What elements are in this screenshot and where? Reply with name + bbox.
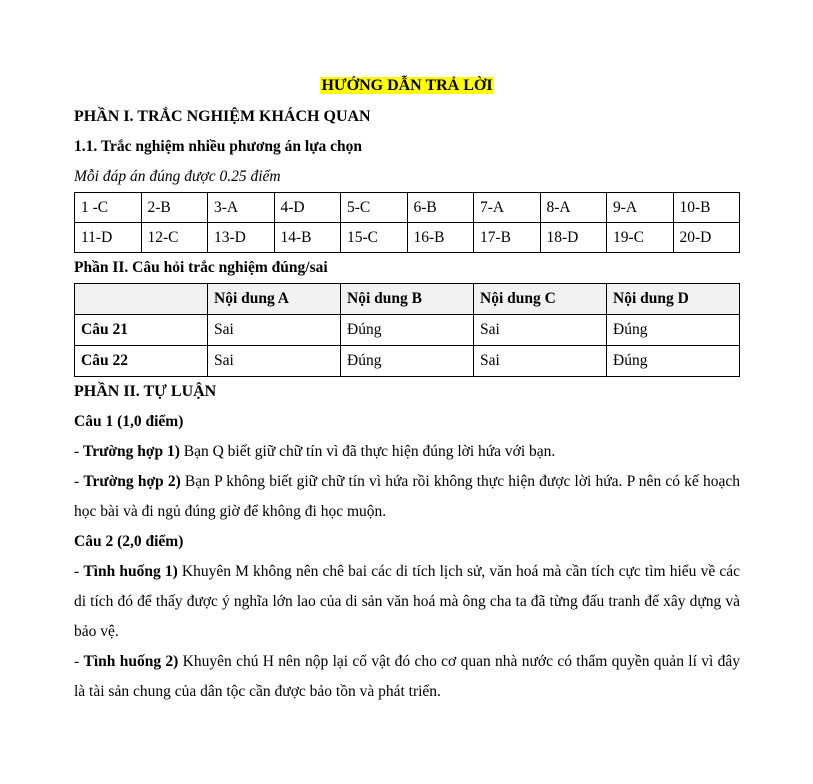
part3-heading: PHẦN II. TỰ LUẬN	[74, 383, 217, 400]
column-header	[75, 284, 208, 315]
table-cell: Sai	[208, 315, 341, 346]
situation-label: Tình huống 2)	[83, 653, 179, 670]
answer-cell: 12-C	[141, 223, 208, 253]
question-1-case-2: - Trường hợp 2) Bạn P không biết giữ chữ tín vì hứa rồi không thực hiện được lời hứa. P nên có kế hoạch học bài và đi ngủ đúng giờ để không đi học muộn.	[74, 473, 740, 520]
case-text: Bạn P không biết giữ chữ tín vì hứa rồi không thực hiện được lời hứa. P nên có kế hoạch học bài và đi ngủ đúng giờ để không đi học muộn.	[74, 473, 740, 520]
column-header: Nội dung A	[208, 284, 341, 315]
question-1-case-1: - Trường hợp 1) Bạn Q biết giữ chữ tín vì đã thực hiện đúng lời hứa với bạn.	[74, 443, 556, 460]
case-label: Trường hợp 2)	[83, 473, 181, 490]
question-2-situation-1: - Tình huống 1) Khuyên M không nên chê bai các di tích lịch sử, văn hoá mà cần tích cực tìm hiểu về các di tích đó để thấy được ý nghĩa lớn lao của di sản văn hoá mà ông cha ta đã từng đấu tranh để xây dựng và bảo vệ.	[74, 563, 740, 640]
answer-cell: 3-A	[208, 193, 275, 223]
question-2-title: Câu 2 (2,0 điểm)	[74, 533, 184, 550]
table-cell: Đúng	[607, 315, 740, 346]
table-row	[75, 346, 740, 377]
answer-cell: 18-D	[540, 223, 607, 253]
answer-cell: 11-D	[75, 223, 142, 253]
document-page	[74, 74, 740, 707]
table-row	[75, 315, 740, 346]
answer-key-table	[74, 192, 740, 253]
document-title: HƯỚNG DẪN TRẢ LỜI	[321, 77, 493, 94]
part1-sub-heading: 1.1. Trắc nghiệm nhiều phương án lựa chọn	[74, 138, 363, 155]
answer-cell: 20-D	[673, 223, 740, 253]
column-header: Nội dung C	[474, 284, 607, 315]
answer-cell: 17-B	[474, 223, 541, 253]
table-row	[75, 223, 740, 253]
table-cell: Đúng	[341, 315, 474, 346]
answer-cell: 19-C	[607, 223, 674, 253]
answer-cell: 2-B	[141, 193, 208, 223]
part1-heading: PHẦN I. TRẮC NGHIỆM KHÁCH QUAN	[74, 108, 371, 125]
answer-cell: 8-A	[540, 193, 607, 223]
table-row	[75, 193, 740, 223]
part2-heading: Phần II. Câu hỏi trắc nghiệm đúng/sai	[74, 259, 328, 276]
question-2-situation-2: - Tình huống 2) Khuyên chú H nên nộp lại cổ vật đó cho cơ quan nhà nước có thẩm quyền quản lí vì đây là tài sản chung của dân tộc cần được bảo tồn và phát triển.	[74, 653, 740, 700]
column-header: Nội dung B	[341, 284, 474, 315]
true-false-table	[74, 283, 740, 377]
scoring-note: Mỗi đáp án đúng được 0.25 điểm	[74, 168, 281, 185]
answer-cell: 16-B	[407, 223, 474, 253]
situation-text: Khuyên chú H nên nộp lại cổ vật đó cho cơ quan nhà nước có thẩm quyền quản lí vì đây là tài sản chung của dân tộc cần được bảo tồn và phát triển.	[74, 653, 740, 700]
answer-cell: 9-A	[607, 193, 674, 223]
column-header: Nội dung D	[607, 284, 740, 315]
case-label: Trường hợp 1)	[83, 443, 180, 460]
table-cell: Sai	[474, 346, 607, 377]
table-cell: Sai	[208, 346, 341, 377]
table-cell: Đúng	[341, 346, 474, 377]
table-header-row	[75, 284, 740, 315]
answer-cell: 1 -C	[75, 193, 142, 223]
table-cell: Sai	[474, 315, 607, 346]
row-header: Câu 21	[75, 315, 208, 346]
answer-cell: 14-B	[274, 223, 341, 253]
situation-text: Khuyên M không nên chê bai các di tích lịch sử, văn hoá mà cần tích cực tìm hiểu về các di tích đó để thấy được ý nghĩa lớn lao của di sản văn hoá mà ông cha ta đã từng đấu tranh để xây dựng và bảo vệ.	[74, 563, 740, 640]
table-cell: Đúng	[607, 346, 740, 377]
answer-cell: 5-C	[341, 193, 408, 223]
answer-cell: 6-B	[407, 193, 474, 223]
answer-cell: 7-A	[474, 193, 541, 223]
answer-cell: 10-B	[673, 193, 740, 223]
answer-cell: 13-D	[208, 223, 275, 253]
question-1-title: Câu 1 (1,0 điểm)	[74, 413, 184, 430]
answer-cell: 15-C	[341, 223, 408, 253]
answer-cell: 4-D	[274, 193, 341, 223]
case-text: Bạn Q biết giữ chữ tín vì đã thực hiện đúng lời hứa với bạn.	[179, 443, 556, 460]
row-header: Câu 22	[75, 346, 208, 377]
situation-label: Tình huống 1)	[83, 563, 178, 580]
